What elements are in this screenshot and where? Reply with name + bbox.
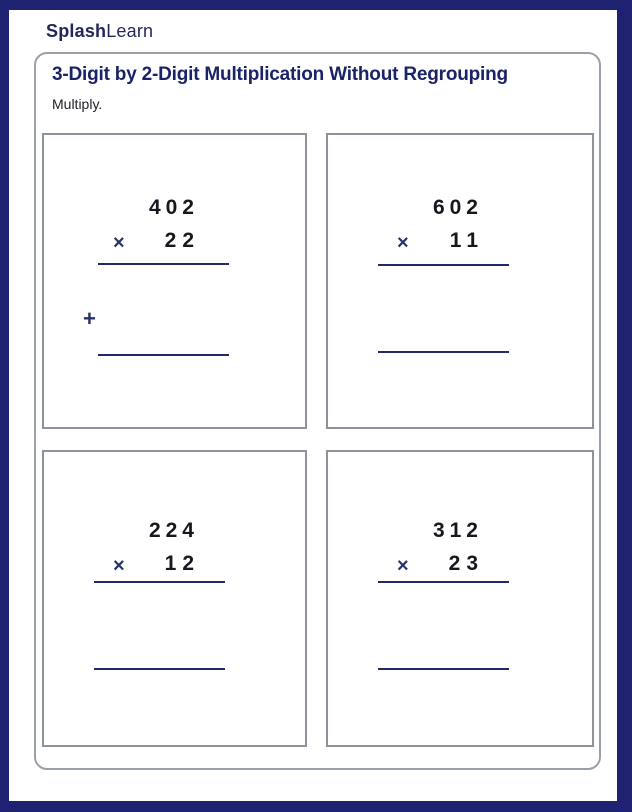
multiply-icon: × [397, 555, 409, 577]
logo-text-learn: Learn [106, 21, 154, 41]
plus-sign: + [83, 306, 96, 331]
multiplicand: 312 [432, 519, 483, 542]
logo-text-splash: Splash [46, 21, 107, 41]
multiply-icon: × [113, 232, 125, 254]
multiplicand: 602 [432, 196, 483, 219]
answer-line [378, 351, 509, 353]
answer-line [94, 668, 225, 670]
partial-product-line [94, 581, 225, 583]
answer-line [98, 354, 229, 356]
multiplier: 11 [449, 229, 484, 252]
multiplier: 22 [164, 229, 200, 252]
problem-box-1 [42, 133, 307, 429]
multiplier-row [113, 229, 200, 254]
multiplication-problem [397, 519, 484, 577]
multiplier-row [397, 552, 484, 577]
worksheet-title: 3-Digit by 2-Digit Multiplication Without Regrouping [52, 64, 508, 85]
multiplication-problem [113, 519, 200, 577]
multiply-icon: × [397, 232, 409, 254]
splashlearn-logo [46, 21, 153, 41]
answer-line [378, 668, 509, 670]
problem-box-2 [326, 133, 594, 429]
multiply-icon: × [113, 555, 125, 577]
worksheet-instruction: Multiply. [52, 96, 103, 112]
multiplier-row [397, 229, 484, 254]
problem-box-3 [42, 450, 307, 747]
partial-product-line [378, 581, 509, 583]
multiplication-problem [113, 196, 200, 254]
partial-product-line [378, 264, 509, 266]
problem-box-4 [326, 450, 594, 747]
multiplier: 12 [164, 552, 200, 575]
multiplier: 23 [448, 552, 484, 575]
multiplicand: 402 [148, 196, 199, 219]
multiplication-problem [397, 196, 484, 254]
partial-product-line [98, 263, 229, 265]
multiplicand: 224 [148, 519, 199, 542]
multiplier-row [113, 552, 200, 577]
